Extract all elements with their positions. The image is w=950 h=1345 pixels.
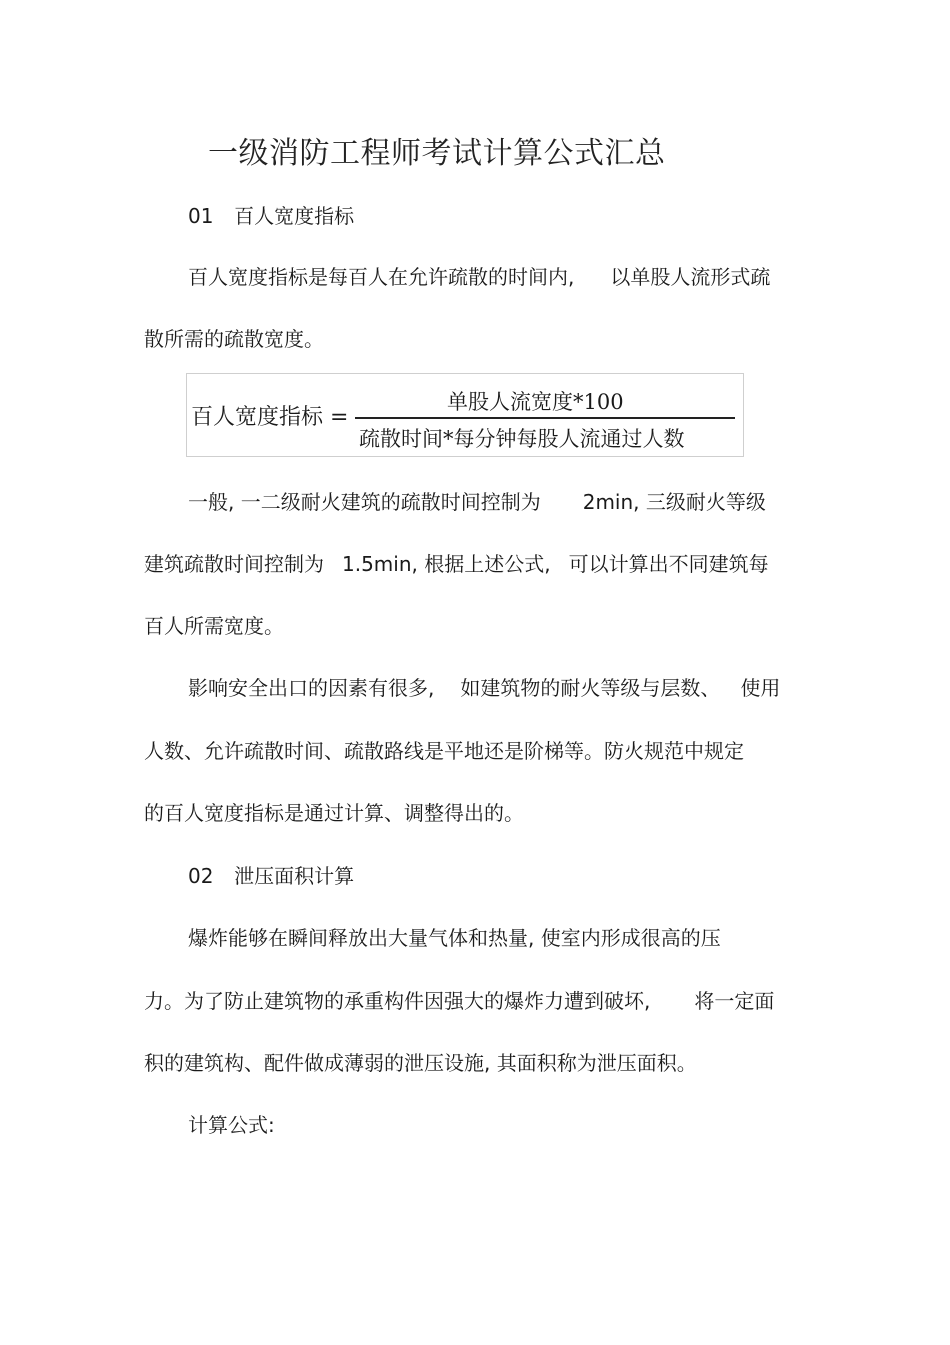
section-heading-02	[188, 860, 354, 889]
paragraph-line	[188, 261, 770, 290]
paragraph-line: 人数、允许疏散时间、疏散路线是平地还是阶梯等。防火规范中规定	[144, 739, 744, 763]
text-segment: 一般, 一二级耐火建筑的疏散时间控制为	[188, 490, 541, 514]
text-segment: 可以计算出不同建筑每	[568, 552, 769, 576]
text-segment: 将一定面	[694, 989, 775, 1013]
paragraph-line: 爆炸能够在瞬间释放出大量气体和热量, 使室内形成很高的压	[188, 926, 721, 950]
paragraph-line: 散所需的疏散宽度。	[144, 327, 324, 351]
formula-image	[186, 373, 744, 457]
paragraph-line	[144, 548, 769, 577]
paragraph-line	[144, 985, 774, 1014]
document-title: 一级消防工程师考试计算公式汇总	[208, 136, 666, 171]
paragraph-line	[188, 672, 780, 701]
paragraph-line: 计算公式:	[188, 1113, 275, 1137]
text-segment: 2min, 三级耐火等级	[582, 490, 766, 514]
formula-numerator: 单股人流宽度*100	[447, 390, 624, 414]
text-segment: 影响安全出口的因素有很多,	[188, 676, 435, 700]
section-heading-01	[188, 200, 354, 229]
paragraph-line: 百人所需宽度。	[144, 614, 284, 638]
text-segment: 1.5min, 根据上述公式,	[342, 552, 551, 576]
text-segment: 建筑疏散时间控制为	[144, 552, 324, 576]
formula-lhs: 百人宽度指标 =	[191, 405, 349, 430]
paragraph-line	[188, 486, 766, 515]
section-title: 百人宽度指标	[234, 204, 355, 228]
paragraph-line: 积的建筑构、配件做成薄弱的泄压设施, 其面积称为泄压面积。	[144, 1051, 697, 1075]
section-title: 泄压面积计算	[234, 864, 355, 888]
text-segment: 如建筑物的耐火等级与层数、	[460, 676, 721, 700]
text-segment: 力。为了防止建筑物的承重构件因强大的爆炸力遭到破坏,	[144, 989, 651, 1013]
text-segment: 百人宽度指标是每百人在允许疏散的时间内,	[188, 265, 575, 289]
formula-denominator: 疏散时间*每分钟每股人流通过人数	[359, 427, 685, 451]
section-number: 02	[188, 864, 214, 888]
fraction-bar	[355, 417, 735, 419]
text-segment: 使用	[740, 676, 781, 700]
section-number: 01	[188, 204, 214, 228]
text-segment: 以单股人流形式疏	[610, 265, 771, 289]
paragraph-line: 的百人宽度指标是通过计算、调整得出的。	[144, 801, 524, 825]
